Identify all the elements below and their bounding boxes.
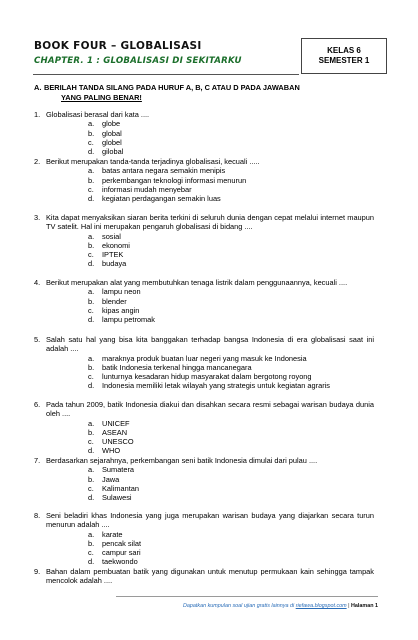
answer-option[interactable]	[88, 232, 374, 241]
option-letter: d.	[88, 381, 95, 391]
answer-option[interactable]	[88, 185, 374, 194]
answer-option[interactable]	[88, 428, 374, 437]
option-letter: c.	[88, 483, 94, 493]
question-2	[34, 157, 374, 203]
kelas-label: KELAS 6	[327, 46, 361, 55]
question-text: Seni beladiri khas Indonesia yang juga merupakan warisan budaya yang diajarkan secara turun menurun adalah ....	[46, 511, 374, 530]
option-text: lampu petromak	[102, 315, 155, 325]
question-text: Salah satu hal yang bisa kita banggakan terhadap bangsa Indonesia di era globalisasi saat ini adalah ....	[46, 335, 374, 354]
answer-option[interactable]	[88, 138, 374, 147]
option-text: taekwondo	[102, 557, 138, 567]
answer-option[interactable]	[88, 166, 374, 175]
option-letter: b.	[88, 427, 95, 437]
option-text: pencak silat	[102, 538, 142, 548]
question-number: 4.	[34, 278, 41, 287]
answer-option[interactable]	[88, 287, 374, 296]
option-letter: a.	[88, 418, 95, 428]
option-text: global	[102, 128, 122, 138]
option-text: perkembangan teknologi informasi menurun	[102, 175, 247, 185]
question-text: Kita dapat menyaksikan siaran berita terkini di seluruh dunia dengan cepat melalui internet maupun TV satelit. Hal ini merupakan pengaruh globalisasi di bidang ....	[46, 213, 374, 232]
question-number: 8.	[34, 511, 41, 520]
answer-option[interactable]	[88, 363, 374, 372]
answer-options	[88, 465, 374, 502]
question-6	[34, 400, 374, 456]
chapter-title: CHAPTER. 1 : GLOBALISASI DI SEKITARKU	[34, 56, 242, 66]
option-text: batas antara negara semakin menipis	[102, 166, 226, 176]
footer-promo-text: Dapatkan kumpulan soal ujian gratis lainnya di	[183, 603, 296, 609]
answer-options	[88, 530, 374, 567]
question-number: 2.	[34, 157, 41, 166]
option-letter: d.	[88, 315, 95, 325]
book-title: BOOK FOUR – GLOBALISASI	[34, 40, 202, 52]
answer-option[interactable]	[88, 129, 374, 138]
answer-option[interactable]	[88, 484, 374, 493]
section-instruction-line2: YANG PALING BENAR!	[61, 92, 142, 102]
section-instruction-line1: BERILAH TANDA SILANG PADA HURUF A, B, C ATAU D PADA JAWABAN	[44, 83, 300, 92]
option-text: gilobal	[102, 147, 124, 157]
option-letter: c.	[88, 137, 94, 147]
answer-option[interactable]	[88, 119, 374, 128]
question-7	[34, 456, 374, 502]
option-letter: b.	[88, 474, 95, 484]
question-9	[34, 567, 374, 586]
question-8	[34, 511, 374, 567]
option-letter: a.	[88, 287, 95, 297]
answer-option[interactable]	[88, 446, 374, 455]
answer-option[interactable]	[88, 530, 374, 539]
answer-option[interactable]	[88, 259, 374, 268]
question-3	[34, 213, 374, 269]
class-info-box	[301, 38, 387, 74]
option-letter: b.	[88, 362, 95, 372]
answer-option[interactable]	[88, 194, 374, 203]
answer-option[interactable]	[88, 548, 374, 557]
option-text: IPTEK	[102, 250, 124, 260]
answer-option[interactable]	[88, 475, 374, 484]
option-text: globe	[102, 119, 121, 129]
page-header	[24, 38, 394, 74]
answer-option[interactable]	[88, 250, 374, 259]
question-text: Pada tahun 2009, batik Indonesia diakui dan disahkan secara resmi sebagai warisan budaya dunia oleh ....	[46, 400, 374, 419]
answer-option[interactable]	[88, 493, 374, 502]
option-letter: d.	[88, 147, 95, 157]
answer-option[interactable]	[88, 297, 374, 306]
header-divider	[33, 74, 299, 75]
answer-option[interactable]	[88, 354, 374, 363]
answer-option[interactable]	[88, 557, 374, 566]
option-text: UNESCO	[102, 437, 134, 447]
option-letter: a.	[88, 529, 95, 539]
answer-option[interactable]	[88, 539, 374, 548]
option-text: Kalimantan	[102, 483, 139, 493]
question-number: 1.	[34, 110, 41, 119]
option-letter: d.	[88, 259, 95, 269]
footer-website-link[interactable]: riefawa.blogspot.com	[295, 603, 347, 609]
answer-option[interactable]	[88, 419, 374, 428]
option-letter: c.	[88, 250, 94, 260]
answer-option[interactable]	[88, 372, 374, 381]
answer-option[interactable]	[88, 315, 374, 324]
footer-divider	[116, 596, 378, 597]
question-text: Berdasarkan sejarahnya, perkembangan seni batik Indonesia dimulai dari pulau ....	[46, 456, 318, 465]
option-letter: d.	[88, 493, 95, 503]
answer-option[interactable]	[88, 306, 374, 315]
option-letter: b.	[88, 538, 95, 548]
answer-option[interactable]	[88, 381, 374, 390]
option-letter: b.	[88, 175, 95, 185]
answer-options	[88, 287, 374, 324]
option-letter: b.	[88, 128, 95, 138]
option-letter: c.	[88, 305, 94, 315]
option-text: budaya	[102, 259, 127, 269]
answer-options	[88, 419, 374, 456]
option-text: karate	[102, 529, 123, 539]
question-number: 9.	[34, 567, 41, 576]
option-text: batik Indonesia terkenal hingga mancanegara	[102, 362, 252, 372]
option-text: sosial	[102, 231, 121, 241]
question-4	[34, 278, 374, 324]
answer-options	[88, 354, 374, 391]
option-text: Indonesia memiliki letak wilayah yang strategis untuk kegiatan agraris	[102, 381, 330, 391]
option-letter: c.	[88, 548, 94, 558]
answer-option[interactable]	[88, 147, 374, 156]
question-number: 3.	[34, 213, 41, 222]
question-number: 7.	[34, 456, 41, 465]
option-text: ekonomi	[102, 240, 130, 250]
option-text: maraknya produk buatan luar negeri yang masuk ke Indonesia	[102, 353, 307, 363]
option-text: globel	[102, 137, 122, 147]
option-text: WHO	[102, 446, 121, 456]
option-text: informasi mudah menyebar	[102, 184, 192, 194]
answer-option[interactable]	[88, 241, 374, 250]
option-letter: d.	[88, 446, 95, 456]
answer-option[interactable]	[88, 176, 374, 185]
option-letter: a.	[88, 465, 95, 475]
option-text: ASEAN	[102, 427, 128, 437]
option-letter: a.	[88, 166, 95, 176]
option-text: Sumatera	[102, 465, 135, 475]
question-text: Berikut merupakan tanda-tanda terjadinya globalisasi, kecuali .....	[46, 157, 260, 166]
question-text: Bahan dalam pembuatan batik yang digunakan untuk menutup permukaan kain sehingga tampak mencolok adalah ....	[46, 567, 374, 586]
question-text: Berikut merupakan alat yang membutuhkan tenaga listrik dalam penggunaannya, kecuali ....	[46, 278, 348, 287]
option-letter: c.	[88, 184, 94, 194]
option-letter: b.	[88, 240, 95, 250]
option-letter: a.	[88, 353, 95, 363]
answer-options	[88, 166, 374, 203]
option-text: campur sari	[102, 548, 141, 558]
section-index: A.	[34, 83, 42, 92]
option-text: Jawa	[102, 474, 120, 484]
option-text: UNICEF	[102, 418, 130, 428]
option-text: blender	[102, 296, 127, 306]
option-letter: d.	[88, 557, 95, 567]
question-text: Globalisasi berasal dari kata ....	[46, 110, 150, 119]
option-letter: b.	[88, 296, 95, 306]
option-letter: c.	[88, 372, 94, 382]
option-letter: c.	[88, 437, 94, 447]
semester-label: SEMESTER 1	[318, 56, 370, 65]
answer-options	[88, 232, 374, 269]
question-5	[34, 335, 374, 391]
answer-options	[88, 119, 374, 156]
option-text: Sulawesi	[102, 493, 132, 503]
footer-separator: |	[346, 603, 352, 609]
option-letter: d.	[88, 194, 95, 204]
option-letter: a.	[88, 231, 95, 241]
option-text: kegiatan perdagangan semakin luas	[102, 194, 221, 204]
answer-option[interactable]	[88, 465, 374, 474]
question-number: 5.	[34, 335, 41, 344]
option-letter: a.	[88, 119, 95, 129]
page-footer	[183, 603, 378, 609]
option-text: lampu neon	[102, 287, 141, 297]
question-1	[34, 110, 374, 156]
page-number: Halaman 1	[351, 603, 378, 609]
option-text: lunturnya kesadaran hidup masyarakat dalam bergotong royong	[102, 372, 312, 382]
option-text: kipas angin	[102, 305, 140, 315]
question-number: 6.	[34, 400, 41, 409]
answer-option[interactable]	[88, 437, 374, 446]
